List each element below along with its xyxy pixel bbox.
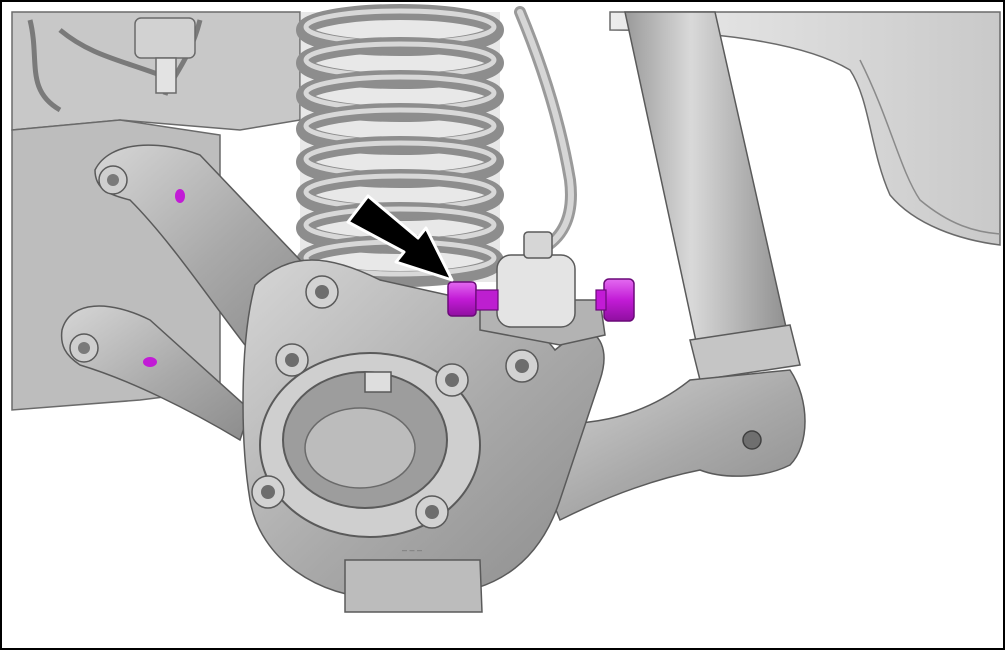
hub-tab bbox=[365, 372, 391, 392]
sensor-connector bbox=[135, 18, 195, 58]
lower-arm-pivot-bore bbox=[78, 342, 90, 354]
knuckle-hole bbox=[515, 359, 529, 373]
knuckle-hole bbox=[285, 353, 299, 367]
knuckle-hole bbox=[315, 285, 329, 299]
hub-bore-deep bbox=[305, 408, 415, 488]
bolt-shank bbox=[476, 290, 498, 310]
bolt-head bbox=[448, 282, 476, 316]
sensor-fitting bbox=[156, 58, 176, 93]
lower-arm-fastener-highlight bbox=[143, 357, 157, 367]
toe-link-bushing bbox=[497, 255, 575, 327]
toe-link-bushing-clip bbox=[524, 232, 552, 258]
upper-arm-fastener-highlight bbox=[175, 189, 185, 203]
knuckle-part-marking: – – – bbox=[401, 545, 423, 555]
knuckle-hole bbox=[425, 505, 439, 519]
shock-lower-mount-bolt bbox=[743, 431, 761, 449]
knuckle-hole bbox=[261, 485, 275, 499]
bolt-nut bbox=[604, 279, 634, 321]
bolt-tip bbox=[596, 290, 606, 310]
knuckle-hole bbox=[445, 373, 459, 387]
knuckle-lower-foot bbox=[345, 560, 482, 612]
upper-arm-pivot-bore bbox=[107, 174, 119, 186]
